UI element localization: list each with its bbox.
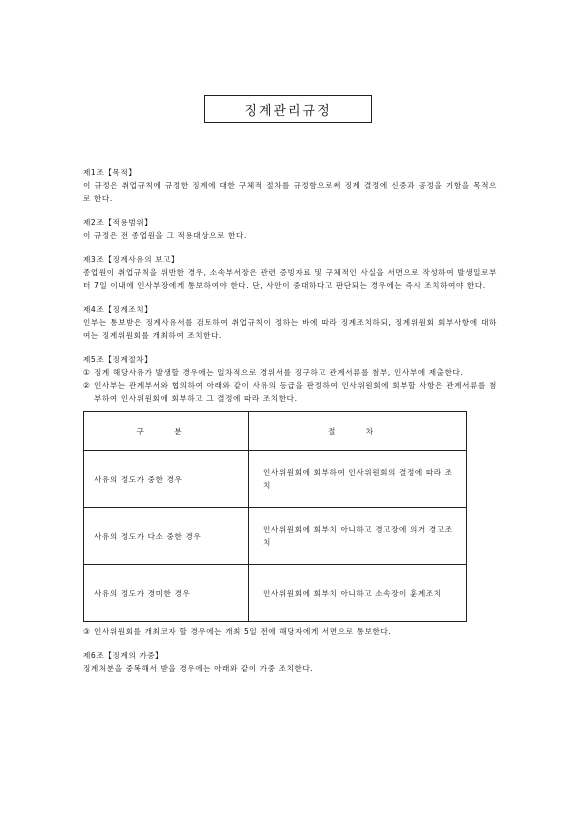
column-header-category: 구 분 [84, 412, 249, 451]
article-3 [83, 253, 497, 292]
article-heading: 제1조【목적】 [83, 168, 137, 177]
table-cell: 인사위원회에 회부치 아니하고 경고장에 의거 경고조치 [249, 508, 467, 565]
table-cell: 인사위원회에 회부하여 인사위원회의 결정에 따라 조치 [249, 451, 467, 508]
article-heading: 제3조【징계사유의 보고】 [83, 255, 180, 264]
article-5 [83, 353, 497, 638]
table-cell: 인사위원회에 회부치 아니하고 소속장이 훈계조치 [249, 565, 467, 622]
article-text: 이 규정은 전 종업원을 그 적용대상으로 한다. [83, 231, 247, 240]
table-row [84, 451, 467, 508]
item-number: ③ [83, 627, 91, 636]
table-cell: 사유의 정도가 다소 중한 경우 [84, 508, 249, 565]
table-cell: 사유의 정도가 중한 경우 [84, 451, 249, 508]
item-text: 인사부는 관계부서와 협의하여 아래와 같이 사유의 등급을 판정하여 인사위원회에 회부할 사항은 관계서류를 첨부하여 인사위원회에 회부하고 그 결정에 따라 조치한다. [94, 381, 497, 403]
table-row [84, 565, 467, 622]
item-number: ② [83, 381, 91, 390]
article-heading: 제5조【징계절차】 [83, 355, 153, 364]
table-header-row [84, 412, 467, 451]
list-item [83, 379, 497, 405]
table-row [84, 508, 467, 565]
column-header-procedure: 절 차 [249, 412, 467, 451]
article-text: 징계처분을 중복해서 받을 경우에는 아래와 같이 가중 조치한다. [83, 664, 314, 673]
item-text: 인사위원회를 개최코자 할 경우에는 개최 5일 전에 해당자에게 서면으로 통보한다. [94, 627, 392, 636]
article-2 [83, 216, 497, 242]
item-number: ① [83, 368, 91, 377]
table-cell: 사유의 정도가 경미한 경우 [84, 565, 249, 622]
article-heading: 제6조【징계의 가중】 [83, 651, 164, 660]
article-heading: 제2조【적용범위】 [83, 218, 153, 227]
article-6 [83, 649, 497, 675]
procedure-table [83, 411, 467, 622]
document-body [83, 166, 497, 686]
article-text: 종업원이 취업규칙을 위반한 경우, 소속부서장은 관련 증빙자료 및 구체적인 사실을 서면으로 작성하여 발생일로부터 7일 이내에 인사부장에게 통보하여야 한다. 단, 사안이 중대하다고 판단되는 경우에는 즉시 조치하여야 한다. [83, 268, 497, 290]
item-text: 징계 해당사유가 발생할 경우에는 일차적으로 경위서를 징구하고 관계서류를 첨부, 인사부에 제출한다. [94, 368, 464, 377]
article-1 [83, 166, 497, 205]
document-title: 징계관리규정 [204, 95, 372, 123]
list-item [83, 366, 497, 379]
article-text: 인부는 통보받은 징계사유서를 검토하여 취업규칙이 정하는 바에 따라 징계조치하되, 징계위원회 회부사항에 대하여는 징계위원회를 개최하여 조치한다. [83, 318, 497, 340]
list-item [83, 625, 497, 638]
article-heading: 제4조【징계조치】 [83, 305, 153, 314]
article-text: 이 규정은 취업규칙에 규정한 징계에 대한 구체적 절차를 규정함으로써 징계 결정에 신중과 공정을 기함을 목적으로 한다. [83, 181, 497, 203]
article-4 [83, 303, 497, 342]
